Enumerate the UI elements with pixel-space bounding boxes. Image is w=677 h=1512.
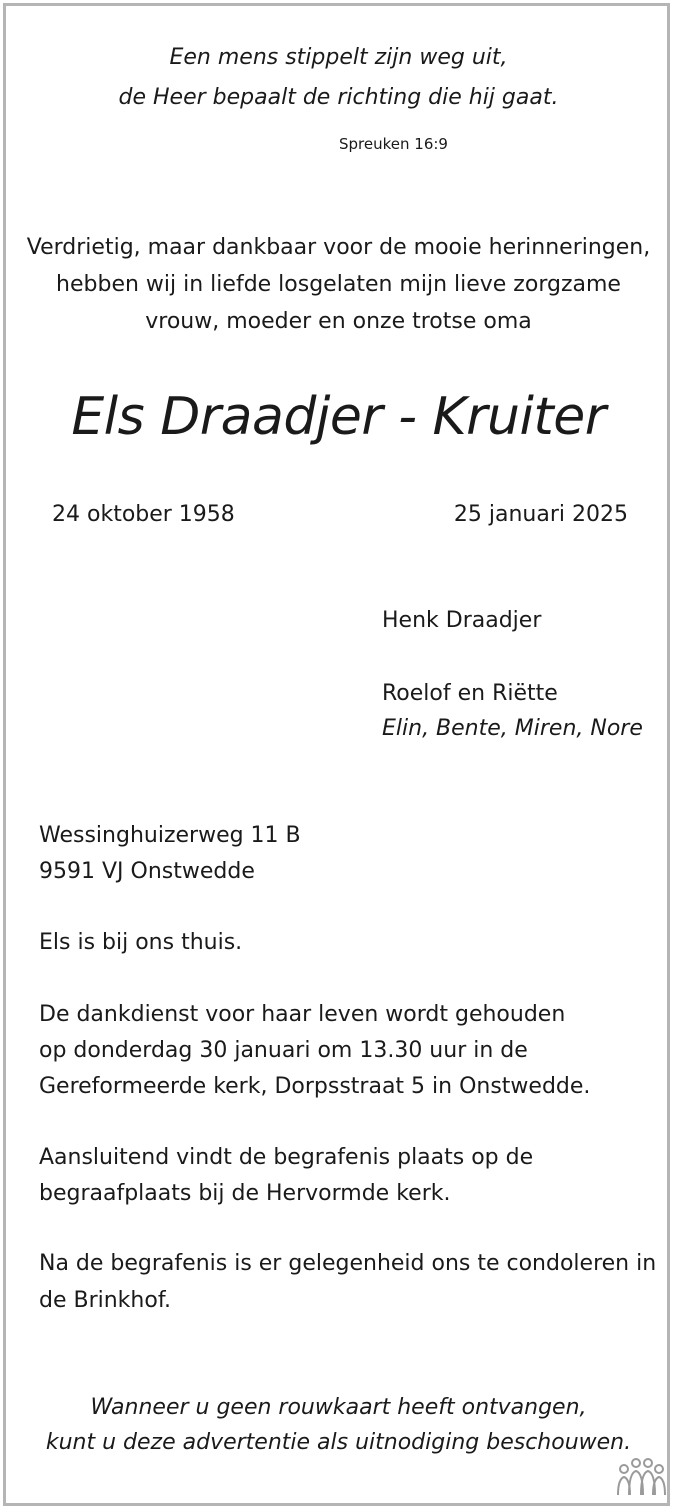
home-note: Els is bij ons thuis. [39,930,243,955]
people-group-icon [616,1455,666,1499]
verse-line-1: Een mens stippelt zijn weg uit, [169,45,508,70]
intro-line-1: Verdrietig, maar dankbaar voor de mooie herinneringen, [26,235,651,260]
service-line-2: op donderdag 30 januari om 13.30 uur in de [39,1038,528,1063]
family-grandchildren: Elin, Bente, Miren, Nore [382,716,643,741]
intro-line-3: vrouw, moeder en onze trotse oma [145,309,532,334]
intro-line-2: hebben wij in liefde losgelaten mijn lieve zorgzame [56,272,621,297]
burial-line-2: begraafplaats bij de Hervormde kerk. [39,1181,451,1206]
family-children: Roelof en Riëtte [382,681,558,706]
condolence-line-1: Na de begrafenis is er gelegenheid ons te condoleren in [39,1251,657,1276]
deceased-name: Els Draadjer - Kruiter [71,387,606,447]
closing-line-2: kunt u deze advertentie als uitnodiging beschouwen. [45,1430,632,1455]
death-date: 25 januari 2025 [453,502,628,527]
address-city: 9591 VJ Onstwedde [39,859,255,884]
address-street: Wessinghuizerweg 11 B [39,823,301,848]
family-spouse: Henk Draadjer [382,608,542,633]
verse-line-2: de Heer bepaalt de richting die hij gaat. [118,85,559,110]
announcement-border [3,3,670,1506]
service-line-3: Gereformeerde kerk, Dorpsstraat 5 in Onstwedde. [39,1074,591,1099]
birth-date: 24 oktober 1958 [52,502,235,527]
burial-line-1: Aansluitend vindt de begrafenis plaats op de [39,1145,534,1170]
verse-reference: Spreuken 16:9 [339,135,448,153]
closing-line-1: Wanneer u geen rouwkaart heeft ontvangen, [90,1395,587,1420]
service-line-1: De dankdienst voor haar leven wordt gehouden [39,1002,566,1027]
condolence-line-2: de Brinkhof. [39,1288,171,1313]
